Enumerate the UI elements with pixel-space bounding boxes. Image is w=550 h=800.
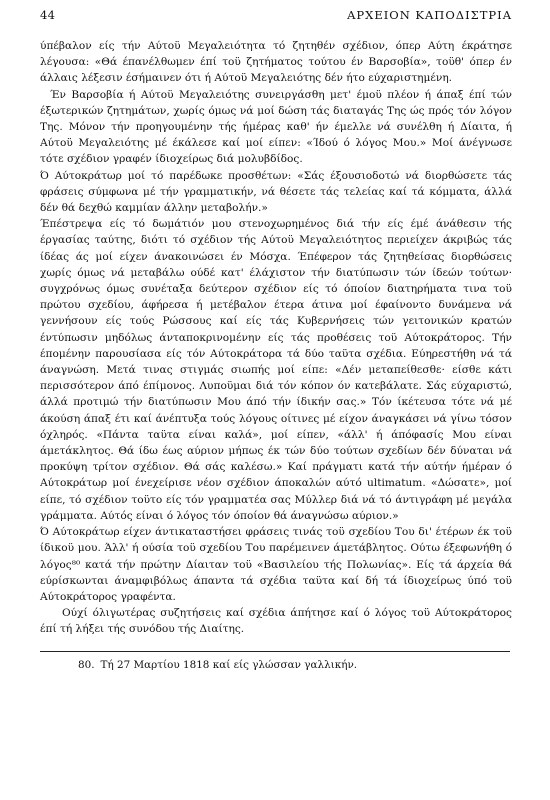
paragraph: Ό Αύτοκράτωρ μοί τό παρέδωκε προσθέτων: «Σάς έξουσιοδοτώ νά διορθώσετε τάς φράσεις σύμφωνα μέ τήν γραμματικήν, νά θέσετε τάς τελείας καί τά κόμματα, άλλά δέν θά δεχθώ καμμίαν άλλην μεταβολήν.» <box>40 169 512 215</box>
paragraph: Έπέστρεψα είς τό δωμάτιόν μου στενοχωρημένος διά τήν είς έμέ άνάθεσιν τής έργασίας ταύτης, διότι τό σχέδιον τής Αύτοϋ Μεγαλειότητος περιείχεν άκριβώς τάς ίδέας άς μοί είχεν άνακοινώσει έν Μόσχα. Έπέφερον τάς ζητηθείσας διορθώσεις χωρίς όμως νά μεταβάλω ούδέ κατ' έλάχιστον τήν διατύπωσιν τών ίδεών τούτων· συγχρόνως όμως συνέταξα δεύτερον σχέδιον είς τό όποίον διατηρήματα τινα τοϋ πρώτου σχεδίου, άφήρεσα ή μετέβαλον έτερα άτινα μοί έφαίνοντο δυνάμενα νά γεννήσουν είς τούς Ρώσσους καί είς τάς Κυβερνήσεις τών γειτονικών κρατών έντύπωσιν μηδόλως άνταποκρινομένην είς τάς προθέσεις τοϋ Αύτοκράτορος. Τήν έπομένην παρουσίασα είς τόν Αύτοκράτορα τά δύο ταϋτα σχέδια. Εύηρεστήθη νά τά άναγνώση. Μετά τινας στιγμάς σιωπής μοί είπε: «Δέν μεταπείθεσθε· είσθε κάτι περισσότερον άπό έπίμονος. Λυποϋμαι διά τόν κόπον όν κατεβάλατε. Σάς εύχαριστώ, άλλά προτιμώ τήν διατύπωσιν Μου άπό τήν ίδικήν σας.» Τόν ίκέτευσα τότε νά μέ άκούση άπαξ έτι καί άνέπτυξα τούς λόγους οίτινες μέ είχον άναγκάσει νά γίνω τόσον όχληρός. «Πάντα ταϋτα είναι καλά», μοί είπεν, «άλλ' ή άπόφασίς Μου είναι άμετάκλητος. Θά ίδω έως αύριον μήπως έκ τών δύο τούτων σχεδίων δέν δύναται νά προκύψη τρίτον σχέδιον. Θά σάς καλέσω.» Καί πράγματι κατά τήν αύτήν ήμέραν ό Αύτοκράτωρ μοί ένεχείρισε νέον σχέδιον άποκαλών αύτό ultimatum. «Δώσατε», μοί είπε, τό σχέδιον τοϋτο είς τόν γραμματέα σας Μύλλερ διά νά τό άντιγράφη μέ μεγάλα γράμματα. Αύτός είναι ό λόγος τόν όποίον θά άναγνώσω αύριον.» <box>40 218 512 522</box>
page-number: 44 <box>40 8 56 22</box>
footnote <box>40 658 512 672</box>
paragraph: Έν Βαρσοβία ή Αύτοϋ Μεγαλειότης συνειργάσθη μετ' έμοϋ πλέον ή άπαξ έπί τών έξωτερικών ζητημάτων, χωρίς όμως νά μοί δώση τάς διαταγάς Της ώς πρός τόν λόγον Της. Μόνον τήν προηγουμένην τής ήμέρας καθ' ήν έμελλε νά συνέλθη ή Δίαιτα, ή Αύτοϋ Μεγαλειότης μέ έκάλεσε καί μοί είπεν: «Ίδού ό λόγος Μου.» Μοί άνέγνωσε τότε σχέδιον γραφέν ίδιοχείρως διά μολυβδίδος. <box>40 88 512 166</box>
body-text <box>40 38 512 638</box>
paragraph: ύπέβαλον είς τήν Αύτοϋ Μεγαλειότητα τό ζητηθέν σχέδιον, όπερ Αύτη έκράτησε λέγουσα: «Θά έπανέλθωμεν έπί τοϋ ζητήματος τούτου έν Βαρσοβία», τοϋθ' όπερ έν άλλαις λέξεσιν έσήμαινεν ότι ή Αύτοϋ Μεγαλειότης δέν ήτο εύχαριστημένη. <box>40 40 512 85</box>
page-header <box>40 8 512 30</box>
document-page <box>40 8 512 672</box>
paragraph: Ούχί όλιγωτέρας συζητήσεις καί σχέδια άπήτησε καί ό λόγος τοϋ Αύτοκράτορος έπί τή λήξει τής συνόδου τής Διαίτης. <box>40 607 512 636</box>
paragraph: Ό Αύτοκράτωρ είχεν άντικαταστήσει φράσεις τινάς τοϋ σχεδίου Του δι' έτέρων έκ τοϋ ίδικοϋ μου. Άλλ' ή ούσία τοϋ σχεδίου Του παρέμεινεν άμετάβλητος. Ούτω έξεφωνήθη ό λόγος⁸⁰ κατά τήν πρώτην Δίαιταν τοϋ «Βασιλείου τής Πολωνίας». Είς τά άρχεία θά εύρίσκωνται άναμφιβόλως άπαντα τά σχέδια ταϋτα καί δή τά ίδιοχείρως ύπό τοϋ Αύτοκράτορος γραφέντα. <box>40 526 512 603</box>
footnote-text: Τή 27 Μαρτίου 1818 καί είς γλώσσαν γαλλικήν. <box>100 658 358 671</box>
footnote-number: 80. <box>78 658 95 671</box>
running-title: ΑΡΧΕΙΟΝ ΚΑΠΟΔΙΣΤΡΙΑ <box>347 8 512 22</box>
footnote-divider <box>40 651 510 652</box>
